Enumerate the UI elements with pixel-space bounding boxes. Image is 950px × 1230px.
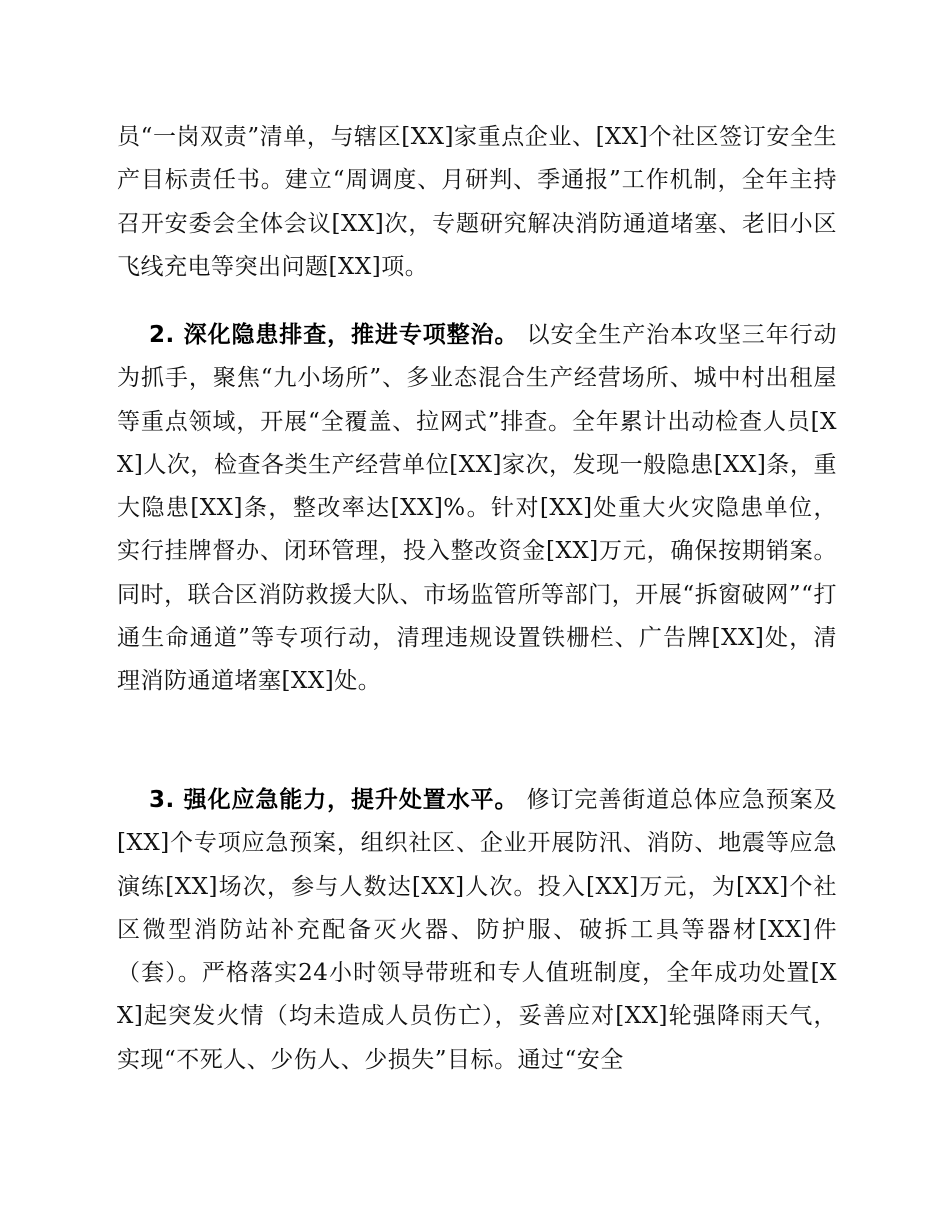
paragraph-1-body: 员“一岗双责”清单，与辖区[XX]家重点企业、[XX]个社区签订安全生产目标责任书。建立“周调度、月研判、季通报”工作机制，全年主持召开安委会全体会议[XX]次，专题研究解决消防通道堵塞、老旧小区飞线充电等突出问题[XX]项。 — [117, 124, 837, 280]
paragraph-2-body: 以安全生产治本攻坚三年行动为抓手，聚焦“九小场所”、多业态混合生产经营场所、城中村出租屋等重点领域，开展“全覆盖、拉网式”排查。全年累计出动检查人员[XX]人次，检查各类生产经营单位[XX]家次，发现一般隐患[XX]条，重大隐患[XX]条，整改率达[XX]%。针对[XX]处重大火灾隐患单位，实行挂牌督办、闭环管理，投入整改资金[XX]万元，确保按期销案。同时，联合区消防救援大队、市场监管所等部门，开展“拆窗破网”“打通生命通道”等专项行动，清理违规设置铁栅栏、广告牌[XX]处，清理消防通道堵塞[XX]处。 — [117, 322, 838, 695]
paragraph-3-heading: 3. 强化应急能力，提升处置水平。 — [149, 787, 519, 813]
paragraph-1 — [117, 116, 837, 289]
paragraph-3 — [117, 779, 837, 1082]
paragraph-3-body: 修订完善街道总体应急预案及[XX]个专项应急预案，组织社区、企业开展防汛、消防、地震等应急演练[XX]场次，参与人数达[XX]人次。投入[XX]万元，为[XX]个社区微型消防站补充配备灭火器、防护服、破拆工具等器材[XX]件（套）。严格落实24小时领导带班和专人值班制度，全年成功处置[XX]起突发火情（均未造成人员伤亡），妥善应对[XX]轮强降雨天气，实现“不死人、少伤人、少损失”目标。通过“安全 — [117, 787, 838, 1073]
paragraph-2-heading: 2. 深化隐患排查，推进专项整治。 — [149, 322, 519, 348]
paragraph-2 — [117, 314, 837, 704]
